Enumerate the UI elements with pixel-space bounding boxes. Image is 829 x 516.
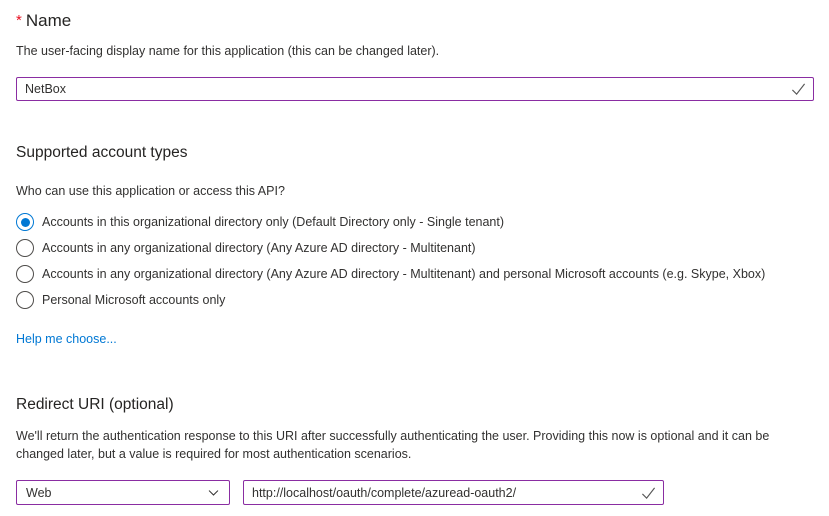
name-input-wrap bbox=[16, 77, 814, 101]
radio-option-multitenant[interactable] bbox=[16, 235, 814, 261]
radio-button-selected-icon[interactable] bbox=[16, 213, 34, 231]
radio-option-multitenant-personal[interactable] bbox=[16, 261, 814, 287]
radio-option-personal-only[interactable] bbox=[16, 287, 814, 313]
redirect-uri-title: Redirect URI (optional) bbox=[16, 396, 174, 413]
radio-option-label: Accounts in any organizational directory (Any Azure AD directory - Multitenant) bbox=[42, 241, 476, 255]
radio-button-icon[interactable] bbox=[16, 265, 34, 283]
account-types-radio-group bbox=[16, 209, 814, 313]
redirect-uri-description: We'll return the authentication response to this URI after successfully authenticating the user. Providing this now is optional and it can be changed later, but a value is required for most authentication scenarios. bbox=[16, 429, 770, 461]
radio-option-label: Accounts in this organizational directory only (Default Directory only - Single tenant) bbox=[42, 215, 505, 229]
help-me-choose-link[interactable]: Help me choose... bbox=[16, 332, 117, 346]
redirect-uri-input-wrap bbox=[243, 480, 664, 505]
required-asterisk: * bbox=[16, 12, 22, 29]
supported-account-types-title: Supported account types bbox=[16, 144, 188, 161]
redirect-uri-section bbox=[16, 395, 814, 505]
radio-option-label: Accounts in any organizational directory (Any Azure AD directory - Multitenant) and personal Microsoft accounts (e.g. Skype, Xbox) bbox=[42, 267, 766, 281]
radio-option-single-tenant[interactable] bbox=[16, 209, 814, 235]
radio-button-icon[interactable] bbox=[16, 239, 34, 257]
name-section bbox=[16, 10, 814, 101]
supported-account-types-section bbox=[16, 143, 814, 348]
name-section-title bbox=[16, 10, 814, 32]
name-description: The user-facing display name for this application (this can be changed later). bbox=[16, 44, 440, 58]
redirect-uri-controls bbox=[16, 480, 814, 505]
radio-option-label: Personal Microsoft accounts only bbox=[42, 293, 226, 307]
account-types-question: Who can use this application or access this API? bbox=[16, 184, 285, 198]
chevron-down-icon bbox=[207, 486, 220, 499]
radio-button-icon[interactable] bbox=[16, 291, 34, 309]
platform-select[interactable] bbox=[16, 480, 230, 505]
name-title-text: Name bbox=[25, 11, 72, 30]
name-input[interactable] bbox=[16, 77, 814, 101]
platform-select-value: Web bbox=[26, 485, 52, 500]
redirect-uri-input[interactable] bbox=[243, 480, 664, 505]
